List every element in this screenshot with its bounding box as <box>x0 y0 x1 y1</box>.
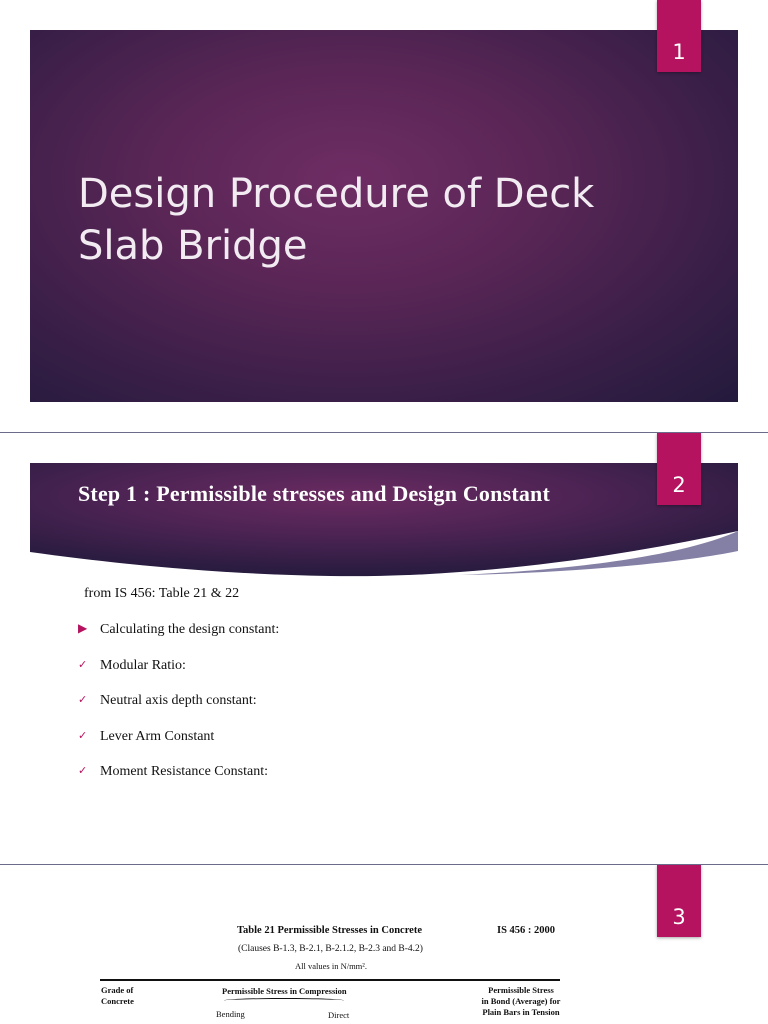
list-item <box>78 620 279 656</box>
list-item <box>78 691 279 727</box>
arrow-bullet-icon: ▶ <box>78 621 88 635</box>
header-bending: Bending <box>216 1009 245 1019</box>
header-bond-line: in Bond (Average) for <box>481 996 561 1006</box>
header-direct: Direct <box>328 1010 350 1020</box>
check-bullet-icon: ✓ <box>78 729 88 742</box>
table-units-note: All values in N/mm². <box>295 961 367 971</box>
slide-1 <box>0 0 768 432</box>
bullet-list <box>78 620 279 798</box>
list-item <box>78 727 279 763</box>
header-grade-line: Concrete <box>101 996 134 1006</box>
header-bond-line: Permissible Stress <box>488 985 554 995</box>
check-bullet-icon: ✓ <box>78 658 88 671</box>
check-bullet-icon: ✓ <box>78 765 88 777</box>
list-item-text: Lever Arm Constant <box>100 728 215 744</box>
slide-number-badge: 2 <box>657 433 701 505</box>
slide-title: Step 1 : Permissible stresses and Design Constant <box>78 481 551 506</box>
header-bond <box>466 985 576 1018</box>
slide-2 <box>0 433 768 864</box>
table-top-rule <box>100 979 560 981</box>
list-item-text: Modular Ratio: <box>100 657 186 673</box>
standard-code: IS 456 : 2000 <box>497 925 556 936</box>
source-reference: from IS 456: Table 21 & 22 <box>84 586 240 601</box>
slide-3 <box>0 865 768 1024</box>
header-grade <box>101 985 134 1007</box>
header-compression: Permissible Stress in Compression <box>222 986 347 996</box>
header-bond-line: Plain Bars in Tension <box>482 1007 560 1017</box>
check-bullet-icon: ✓ <box>78 694 88 706</box>
list-item-text: Calculating the design constant: <box>100 622 280 637</box>
list-item <box>78 762 279 798</box>
list-item-text: Moment Resistance Constant: <box>100 764 268 779</box>
slide-number-badge: 3 <box>657 865 701 937</box>
table-clauses: (Clauses B-1.3, B-2.1, B-2.1.2, B-2.3 and B-4.2) <box>238 944 423 954</box>
slide-number-badge: 1 <box>657 0 701 72</box>
table-caption: Table 21 Permissible Stresses in Concrete <box>237 925 423 936</box>
header-grade-line: Grade of <box>101 985 134 995</box>
list-item-text: Neutral axis depth constant: <box>100 693 257 708</box>
slide-title: Design Procedure of Deck Slab Bridge <box>78 171 595 269</box>
list-item <box>78 656 279 692</box>
header-brace <box>224 998 344 1003</box>
